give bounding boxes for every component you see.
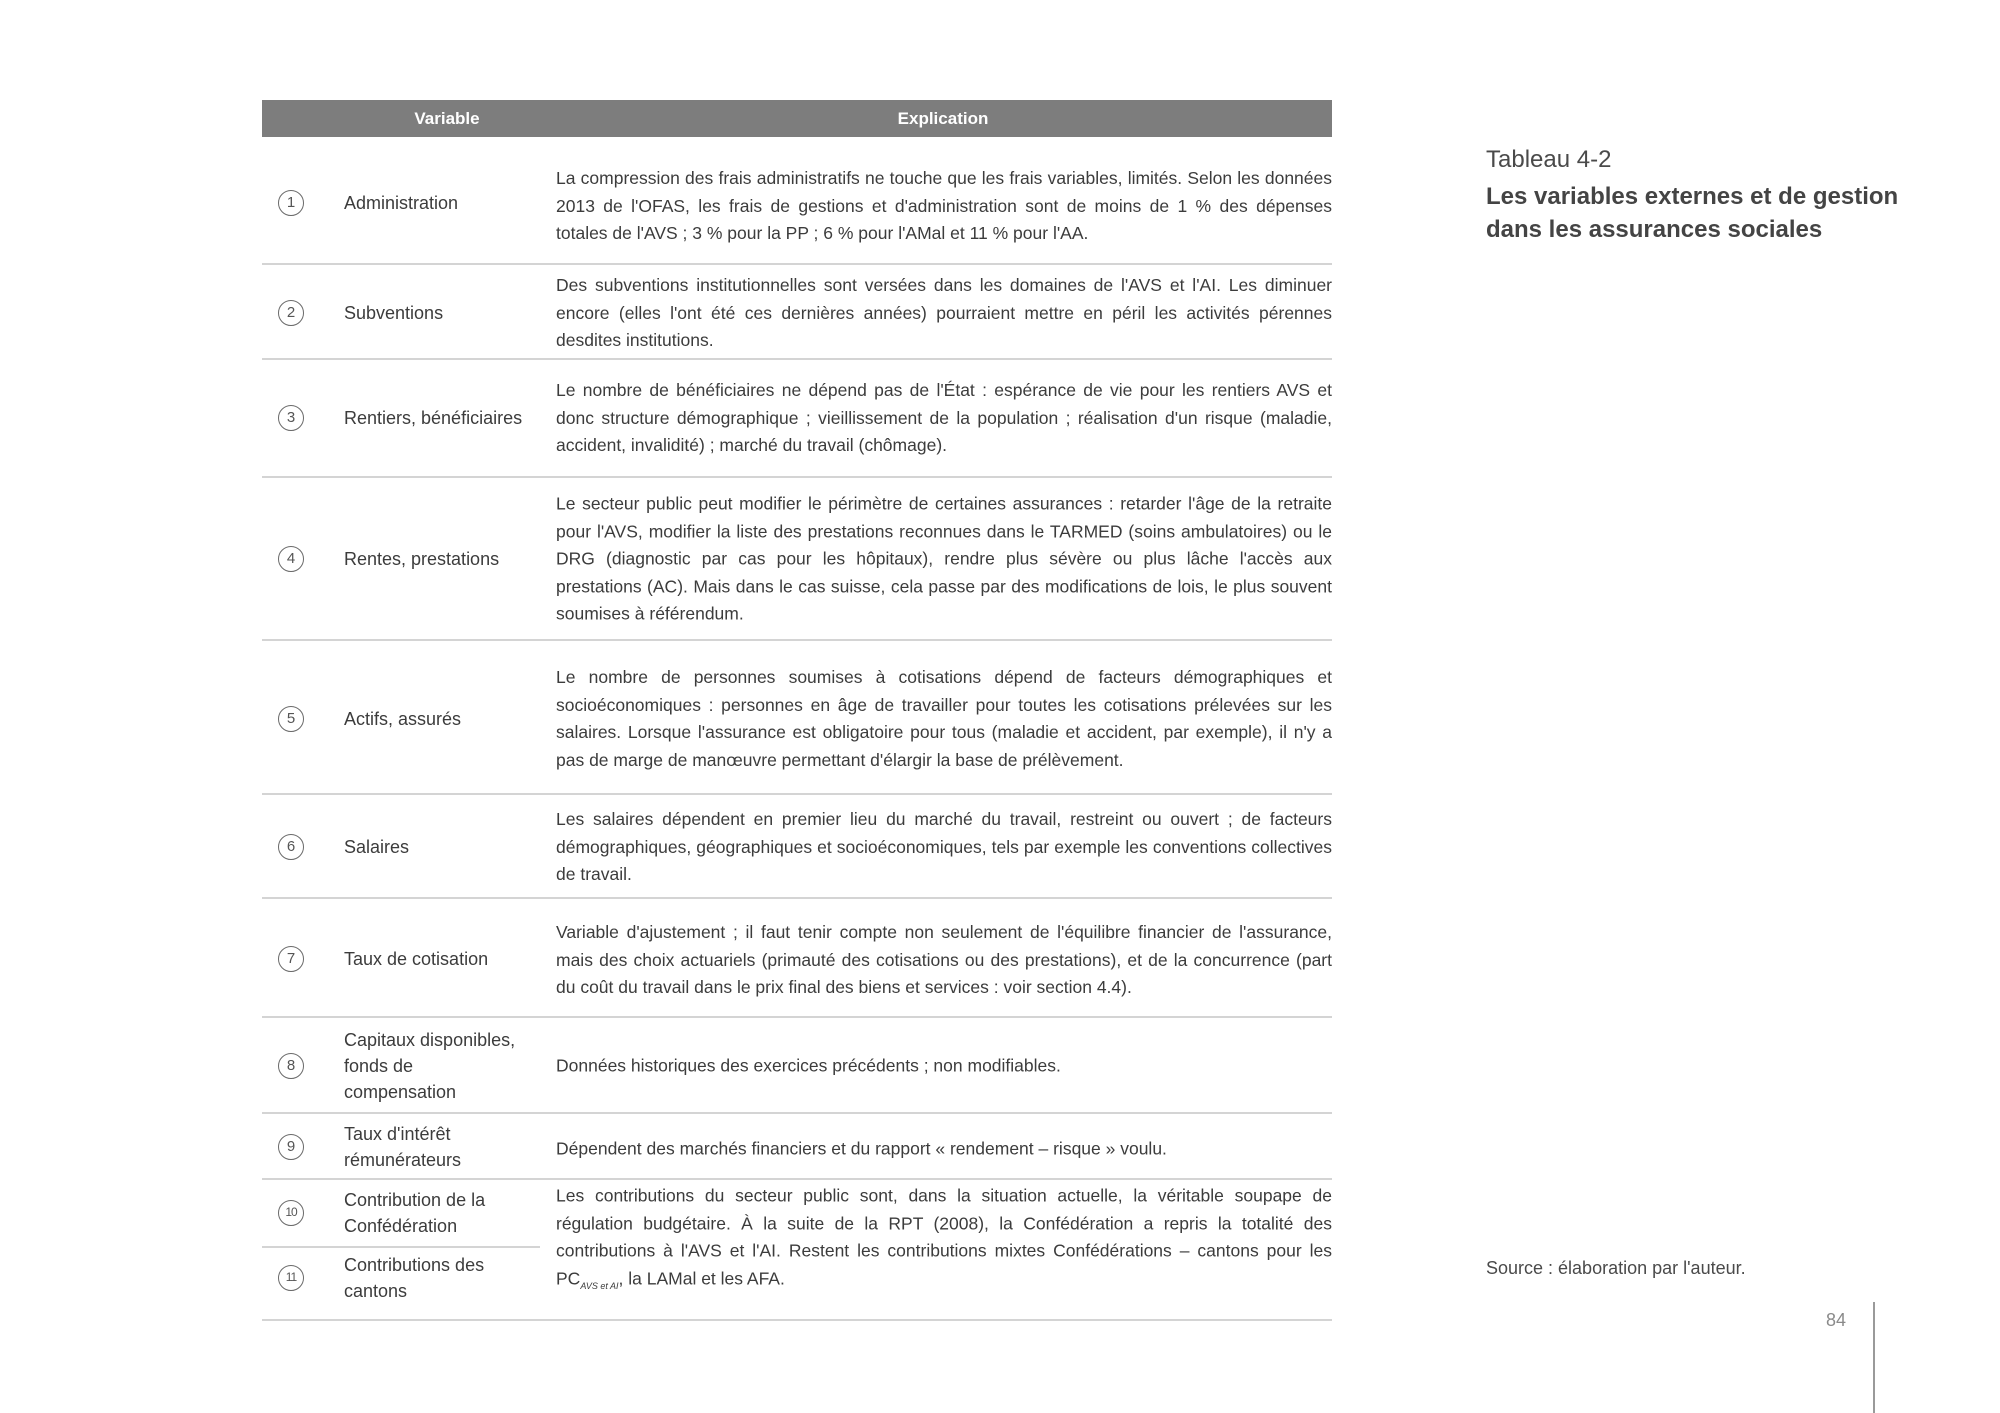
header-explanation: Explication [897, 109, 989, 128]
table-row [262, 1114, 1332, 1180]
table-row [262, 360, 1332, 478]
row-number-badge: 6 [278, 834, 304, 860]
table-row [262, 478, 1332, 641]
row-number-badge: 11 [278, 1265, 304, 1291]
row-number-badge: 4 [278, 546, 304, 572]
row-variable: Taux de cotisation [344, 949, 489, 969]
row-number-badge: 8 [278, 1053, 304, 1079]
source-note: Source : élaboration par l'auteur. [1486, 1258, 1746, 1278]
table-row [262, 265, 1332, 360]
row-variable: Actifs, assurés [344, 709, 462, 729]
row-explanation: Variable d'ajustement ; il faut tenir compte non seulement de l'équilibre financier de l'assurance, mais des choix actuariels (primauté des cotisations ou des prestations), et de la concurrence (part du coût du travail dans le prix final des biens et services : voir section 4.4). [556, 921, 1332, 997]
header-variable: Variable [414, 109, 480, 128]
row-divider [262, 1246, 540, 1248]
table-caption [1486, 144, 1906, 246]
table-title: Les variables externes et de gestion dans les assurances sociales [1486, 183, 1899, 243]
table-header [262, 100, 1332, 137]
merged-explanation-subscript: AVS et AI [580, 1280, 619, 1291]
table-row-group [262, 1180, 1332, 1321]
table-row [262, 899, 1332, 1018]
table-row [262, 641, 1332, 795]
page-number: 84 [1826, 1310, 1847, 1330]
row-explanation: Des subventions institutionnelles sont versées dans les domaines de l'AVS et l'AI. Les diminuer encore (elles l'ont été ces dernières années) pourraient mettre en péril les activités pérennes desdites institutions. [556, 274, 1332, 350]
row-number-badge: 3 [278, 405, 304, 431]
row-explanation: Le nombre de bénéficiaires ne dépend pas de l'État : espérance de vie pour les rentiers AVS et donc structure démographique ; vieillissement de la population ; réalisation d'un risque (maladie, accident, invalidité) ; marché du travail (chômage). [556, 379, 1332, 455]
row-variable: Taux d'intérêt rémunérateurs [344, 1124, 462, 1170]
row-number-badge: 7 [278, 946, 304, 972]
merged-explanation-text: Les contributions du secteur public sont, dans la situation actuelle, la véritable soupape de régulation budgétaire. À la suite de la RPT (2008), la Confédération a repris la totalité des contributions à l'AVS et l'AI. Restent les contributions mixtes Confédérations – cantons pour les PC [556, 1185, 1332, 1288]
row-variable: Contributions des cantons [344, 1255, 485, 1301]
row-number-badge: 2 [278, 300, 304, 326]
row-variable: Rentes, prestations [344, 549, 500, 569]
variables-table [262, 100, 1332, 1301]
row-explanation-merged [556, 1182, 1332, 1300]
table-row [262, 137, 1332, 265]
row-variable: Contribution de la Confédération [344, 1190, 486, 1236]
row-explanation: Le nombre de personnes soumises à cotisations dépend de facteurs démographiques et socioéconomiques : personnes en âge de travailler pour toutes les cotisations prélevées sur les salaires. Lorsque l'assurance est obligatoire pour tous (maladie et accident, par exemple), il n'y a pas de marge de manœuvre permettant d'élargir la base de prélèvement. [556, 667, 1332, 770]
table-row [262, 795, 1332, 899]
table-row [262, 1018, 1332, 1114]
row-number-badge: 1 [278, 190, 304, 216]
row-variable: Administration [344, 193, 459, 213]
row-variable: Rentiers, bénéficiaires [344, 408, 523, 428]
row-explanation: La compression des frais administratifs ne touche que les frais variables, limités. Selon les données 2013 de l'OFAS, les frais de gestions et d'administration sont de moins de 1 % des dépenses totales de l'AVS ; 3 % pour la PP ; 6 % pour l'AMal et 11 % pour l'AA. [556, 167, 1332, 243]
row-variable: Capitaux disponibles, fonds de compensation [344, 1030, 516, 1102]
row-variable: Salaires [344, 837, 410, 857]
page-margin-rule [1873, 1302, 1875, 1413]
row-explanation: Dépendent des marchés financiers et du rapport « rendement – risque » voulu. [556, 1138, 1167, 1159]
row-variable: Subventions [344, 303, 444, 323]
row-explanation: Les salaires dépendent en premier lieu du marché du travail, restreint ou ouvert ; de facteurs démographiques, géographiques et socioéconomiques, tels par exemple les conventions collectives de travail. [556, 808, 1332, 884]
row-number-badge: 9 [278, 1134, 304, 1160]
merged-explanation-end: , la LAMal et les AFA. [618, 1267, 785, 1288]
row-explanation: Données historiques des exercices précédents ; non modifiables. [556, 1055, 1061, 1076]
table-label: Tableau 4-2 [1486, 146, 1612, 173]
row-number-badge: 5 [278, 706, 304, 732]
row-number-badge: 10 [278, 1200, 304, 1226]
row-explanation: Le secteur public peut modifier le périmètre de certaines assurances : retarder l'âge de la retraite pour l'AVS, modifier la liste des prestations reconnues dans le TARMED (soins ambulatoires) ou le DRG (diagnostic par cas pour les hôpitaux), rendre plus sévère ou plus lâche l'accès aux prestations (AC). Mais dans le cas suisse, cela passe par des modifications de lois, le plus souvent soumises à référendum. [556, 493, 1332, 624]
